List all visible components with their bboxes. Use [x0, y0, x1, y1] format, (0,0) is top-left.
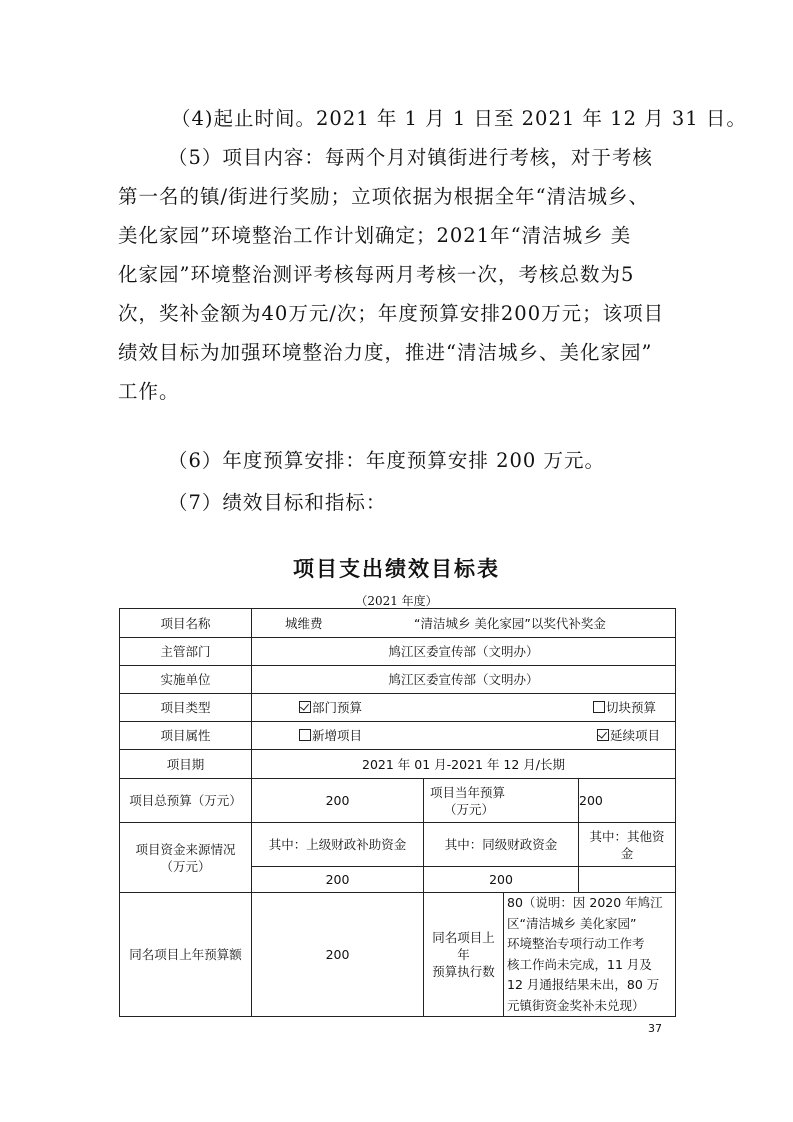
prev-budget-label: 同名项目上年预算额 [120, 893, 252, 1017]
prev-exec-note [504, 893, 676, 1017]
prev-budget-value: 200 [252, 893, 424, 1017]
prev-exec-label-line: 同名项目上年 [432, 930, 495, 962]
paragraph-6 [118, 441, 688, 480]
paragraph-4 [118, 99, 747, 138]
table-row [120, 893, 676, 1017]
type-label: 项目类型 [120, 694, 252, 722]
checkbox-checked-icon[interactable] [597, 729, 609, 741]
year-budget-label [424, 779, 579, 823]
attr-option-continue-label: 延续项目 [610, 728, 661, 743]
source-label [120, 823, 252, 893]
paragraph-5-line: 工作。 [118, 380, 180, 403]
table-row [120, 638, 676, 666]
table-row [120, 779, 676, 823]
source-header-other-line: 其中：其他资 [589, 828, 665, 844]
year-budget-label-line: （万元） [444, 801, 495, 817]
type-option-block[interactable] [593, 699, 656, 716]
source-value-upper: 200 [252, 867, 424, 893]
source-label-line: （万元） [160, 858, 211, 874]
note-line: 环境整治专项行动工作考 [507, 936, 645, 951]
paragraph-5-line: 美化家园”环境整治工作计划确定；2021年“清洁城乡 美 [118, 224, 632, 247]
page-number: 37 [648, 1022, 662, 1035]
project-name-label: 项目名称 [120, 609, 252, 638]
paragraph-7-text: （7）绩效目标和指标： [168, 491, 387, 514]
type-option-dept-label: 部门预算 [312, 700, 363, 715]
note-line: 核工作尚未完成，11 月及 [507, 956, 652, 972]
total-budget-value: 200 [252, 779, 424, 823]
note-line: 元镇街资金奖补未兑现） [507, 997, 645, 1013]
project-name-value: “清洁城乡 美化家园”以奖代补奖金 [413, 615, 606, 631]
paragraph-5-line: 第一名的镇/街进行奖励；立项依据为根据全年“清洁城乡、 [118, 185, 650, 208]
checkbox-checked-icon[interactable] [299, 701, 311, 713]
year-budget-label-line: 项目当年预算 [430, 784, 506, 800]
table-row [120, 666, 676, 694]
source-header-other-line: 金 [620, 845, 634, 861]
source-value-same: 200 [424, 867, 579, 893]
source-header-other [579, 823, 676, 867]
checkbox-unchecked-icon[interactable] [593, 701, 605, 713]
period-value: 2021 年 01 月-2021 年 12 月/长期 [252, 750, 676, 779]
type-option-block-label: 切块预算 [606, 700, 657, 715]
attr-option-new[interactable] [299, 727, 362, 744]
total-budget-label: 项目总预算（万元） [120, 779, 252, 823]
source-value-other [579, 867, 676, 893]
paragraph-7 [118, 483, 688, 522]
type-options [252, 694, 676, 722]
table-row [120, 823, 676, 867]
note-line: 12 月通报结果未出，80 万 [507, 977, 660, 992]
project-name-prefix: 城维费 [285, 615, 323, 631]
type-option-dept[interactable] [299, 699, 362, 716]
table-row [120, 750, 676, 779]
impl-label: 实施单位 [120, 666, 252, 694]
note-line: 80（说明：因 2020 年鸠江 [507, 895, 663, 910]
table-row [120, 694, 676, 722]
project-name-cell [252, 609, 676, 638]
paragraph-6-text: （6）年度预算安排：年度预算安排 200 万元。 [168, 449, 606, 472]
paragraph-5-line: 次，奖补金额为40万元/次；年度预算安排200万元；该项目 [118, 302, 665, 325]
paragraph-5-line: （5）项目内容：每两个月对镇街进行考核，对于考核 [168, 146, 653, 169]
year-budget-value: 200 [579, 779, 676, 823]
source-label-line: 项目资金来源情况 [135, 841, 236, 857]
attr-label: 项目属性 [120, 722, 252, 750]
prev-exec-label-line: 预算执行数 [432, 964, 495, 979]
impl-value: 鸠江区委宣传部（文明办） [252, 666, 676, 694]
attr-option-new-label: 新增项目 [312, 728, 363, 743]
attr-options [252, 722, 676, 750]
paragraph-4-text: （4)起止时间。2021 年 1 月 1 日至 2021 年 12 月 31 日。 [171, 107, 747, 130]
period-label: 项目期 [120, 750, 252, 779]
paragraph-5 [118, 138, 688, 411]
prev-exec-label [424, 893, 504, 1017]
note-line: 区“清洁城乡 美化家园” [507, 915, 637, 931]
source-header-same: 其中：同级财政资金 [424, 823, 579, 867]
dept-value: 鸠江区委宣传部（文明办） [252, 638, 676, 666]
dept-label: 主管部门 [120, 638, 252, 666]
paragraph-5-line: 绩效目标为加强环境整治力度，推进“清洁城乡、美化家园” [118, 341, 653, 364]
attr-option-continue[interactable] [597, 727, 660, 744]
paragraph-5-line: 化家园”环境整治测评考核每两月考核一次，考核总数为5 [118, 263, 635, 286]
table-subtitle: （2021 年度） [355, 594, 438, 608]
checkbox-unchecked-icon[interactable] [299, 729, 311, 741]
performance-target-table [119, 608, 676, 1017]
table-row [120, 722, 676, 750]
source-header-upper: 其中：上级财政补助资金 [252, 823, 424, 867]
table-title: 项目支出绩效目标表 [293, 557, 500, 581]
table-row [120, 609, 676, 638]
